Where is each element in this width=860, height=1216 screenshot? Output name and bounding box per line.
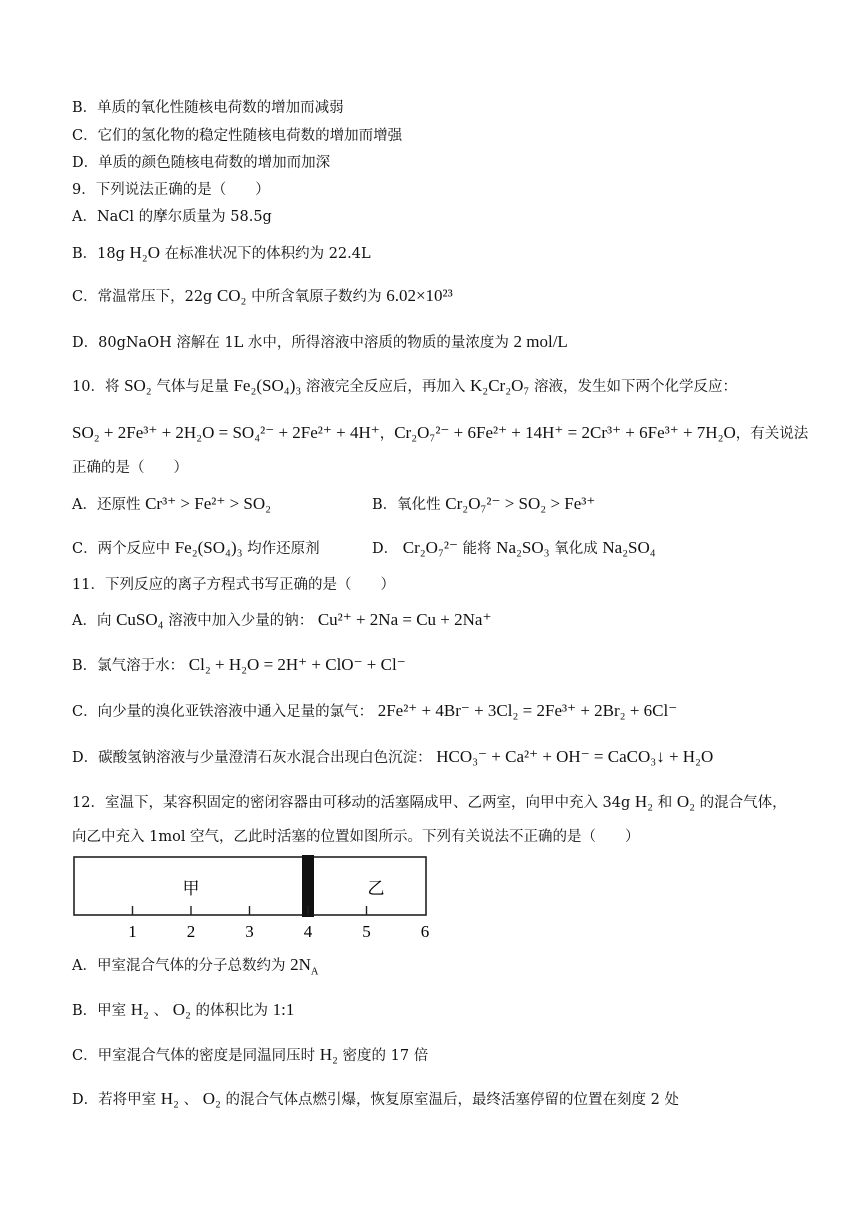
q11-d-pre: D．碳酸氢钠溶液与少量澄清石灰水混合出现白色沉淀： xyxy=(72,750,432,766)
q9-c-mid: 中所含氧原子数约为 xyxy=(251,289,382,305)
q11-option-c xyxy=(72,701,677,722)
scale-ticks xyxy=(128,906,429,941)
q12-option-d xyxy=(72,1089,679,1110)
q10-stem-f3: K₂Cr₂O₇ xyxy=(470,376,530,395)
scale-label-2: 2 xyxy=(186,922,196,941)
q12-a-value: $2N_A$ xyxy=(290,955,319,978)
q10-stem-post: 溶液，发生如下两个化学反应： xyxy=(533,379,737,395)
q11-b-equation: Cl₂ + H₂O = 2H⁺ + ClO⁻ + Cl⁻ xyxy=(188,655,406,674)
q10-c-post: 均作还原剂 xyxy=(247,541,320,557)
q10-option-d xyxy=(372,538,656,559)
q11-option-a xyxy=(72,610,491,631)
q9-b-formula: H₂O xyxy=(129,243,160,262)
q9-c-pre: C．常温常压下，22g xyxy=(72,289,213,305)
q12-c-post: 密度的 17 倍 xyxy=(342,1048,429,1064)
q12-d-f2: O₂ xyxy=(202,1089,221,1108)
q12-stem1-post: 的混合气体， xyxy=(699,795,787,811)
q12-d-f1: H₂ xyxy=(160,1089,179,1108)
q11-option-d xyxy=(72,747,713,768)
q9-option-b xyxy=(72,243,371,264)
scale-label-3: 3 xyxy=(245,922,254,941)
q10-option-a xyxy=(72,494,271,515)
q10-d-pre: D． xyxy=(372,541,399,557)
q10-d-mid2: 氧化成 xyxy=(554,541,598,557)
q12-b-mid2: 的体积比为 xyxy=(195,1003,269,1019)
q10-d-mid: 能将 xyxy=(462,541,492,557)
q10-stem xyxy=(72,376,737,397)
q12-stem-line-1 xyxy=(72,792,787,813)
q9-b-pre: B．18g xyxy=(72,246,125,262)
q10-option-b xyxy=(372,494,595,515)
q11-c-equation: 2Fe²⁺ + 4Br⁻ + 3Cl₂ = 2Fe³⁺ + 2Br₂ + 6Cl⁻ xyxy=(377,701,678,720)
q10-a-formula: Cr³⁺ > Fe²⁺ > SO₂ xyxy=(145,494,272,513)
q9-c-formula: CO₂ xyxy=(216,286,247,305)
q10-eq-sep: ， xyxy=(379,426,395,442)
q11-option-b xyxy=(72,655,406,676)
q12-b-f2: O₂ xyxy=(172,1000,191,1019)
chamber-jia-label: 甲 xyxy=(182,879,200,899)
q11-stem: 11．下列反应的离子方程式书写正确的是（ ） xyxy=(72,577,395,593)
q12-option-a xyxy=(72,955,318,976)
q10-b-formula: Cr₂O₇²⁻ > SO₂ > Fe³⁺ xyxy=(445,494,596,513)
scale-label-5: 5 xyxy=(362,922,371,941)
q12-b-mid: 、 xyxy=(153,1003,169,1019)
q8-option-c: C．它们的氢化物的稳定性随核电荷数的增加而增强 xyxy=(72,128,403,144)
q12-stem1-f2: O₂ xyxy=(676,792,696,811)
q12-stem1-pre: 12．室温下，某容积固定的密闭容器由可移动的活塞隔成甲、乙两室，向甲中充入 34g xyxy=(72,795,631,811)
q10-c-formula: Fe₂(SO₄)₃ xyxy=(174,538,243,557)
q10-stem-f2: Fe₂(SO₄)₃ xyxy=(233,376,302,395)
q10-stem-pre: 10．将 xyxy=(72,379,120,395)
q8-option-d: D．单质的颜色随核电荷数的增加而加深 xyxy=(72,155,331,171)
q10-eq-post: ，有关说法 xyxy=(735,426,809,442)
q12-d-pre: D．若将甲室 xyxy=(72,1092,157,1108)
q10-stem-f1: SO₂ xyxy=(124,376,152,395)
piston-container-diagram xyxy=(72,854,444,944)
q12-b-value: 1:1 xyxy=(272,1000,295,1019)
q9-d-value: 2 mol/L xyxy=(513,332,568,351)
q12-b-pre: B．甲室 xyxy=(72,1003,127,1019)
chamber-yi-label: 乙 xyxy=(367,879,385,899)
q10-a-pre: A．还原性 xyxy=(72,497,141,513)
q12-a-pre: A．甲室混合气体的分子总数约为 xyxy=(72,958,286,974)
q9-d-pre: D．80gNaOH 溶解在 1L 水中，所得溶液中溶质的物质的量浓度为 xyxy=(72,335,509,351)
q12-option-b xyxy=(72,1000,294,1021)
q9-c-value: 6.02×10²³ xyxy=(386,286,453,305)
q12-d-post: 的混合气体点燃引爆，恢复原室温后，最终活塞停留的位置在刻度 2 处 xyxy=(225,1092,679,1108)
q10-c-pre: C．两个反应中 xyxy=(72,541,171,557)
q11-a-f1: CuSO₄ xyxy=(116,610,164,629)
q10-equation-2: Cr₂O₇²⁻ + 6Fe²⁺ + 14H⁺ = 2Cr³⁺ + 6Fe³⁺ + 7H₂O xyxy=(394,423,736,442)
scale-label-6: 6 xyxy=(420,922,430,941)
q11-a-pre: A．向 xyxy=(72,613,112,629)
q12-option-c xyxy=(72,1045,428,1066)
q10-stem-mid1: 气体与足量 xyxy=(156,379,229,395)
q10-d-f1: Cr₂O₇²⁻ xyxy=(402,538,458,557)
scale-label-1: 1 xyxy=(128,922,137,941)
q10-stem-mid2: 溶液完全反应后，再加入 xyxy=(305,379,466,395)
q11-a-equation: Cu²⁺ + 2Na = Cu + 2Na⁺ xyxy=(317,610,492,629)
q10-d-f2: Na₂SO₃ xyxy=(496,538,550,557)
q10-b-pre: B．氧化性 xyxy=(372,497,441,513)
q12-d-mid: 、 xyxy=(183,1092,199,1108)
q10-equation-1: SO₂ + 2Fe³⁺ + 2H₂O = SO₄²⁻ + 2Fe²⁺ + 4H⁺ xyxy=(72,423,380,442)
q11-a-mid: 溶液中加入少量的钠： xyxy=(168,613,314,629)
q10-stem-end: 正确的是（ ） xyxy=(72,460,188,476)
q9-option-a: A．NaCl 的摩尔质量为 58.5g xyxy=(72,209,272,225)
q10-equations xyxy=(72,423,808,444)
q12-c-f1: H₂ xyxy=(319,1045,338,1064)
q9-option-c xyxy=(72,286,453,307)
q12-stem-line-2: 向乙中充入 1mol 空气，乙此时活塞的位置如图所示。下列有关说法不正确的是（ ） xyxy=(72,829,640,845)
q12-stem1-f1: H₂ xyxy=(634,792,654,811)
scale-label-4: 4 xyxy=(303,922,313,941)
q8-option-b: B．单质的氧化性随核电荷数的增加而减弱 xyxy=(72,100,344,116)
q11-c-pre: C．向少量的溴化亚铁溶液中通入足量的氯气： xyxy=(72,704,374,720)
q10-option-c xyxy=(72,538,320,559)
q9-b-post: 在标准状况下的体积约为 22.4L xyxy=(164,246,371,262)
q12-c-pre: C．甲室混合气体的密度是同温同压时 xyxy=(72,1048,316,1064)
q10-d-f3: Na₂SO₄ xyxy=(602,538,656,557)
q12-stem1-mid: 和 xyxy=(657,795,673,811)
q11-d-equation: HCO₃⁻ + Ca²⁺ + OH⁻ = CaCO₃↓ + H₂O xyxy=(436,747,714,766)
q9-stem: 9．下列说法正确的是（ ） xyxy=(72,182,270,198)
q9-option-d xyxy=(72,332,568,353)
q11-b-pre: B．氯气溶于水： xyxy=(72,658,185,674)
q12-b-f1: H₂ xyxy=(130,1000,149,1019)
